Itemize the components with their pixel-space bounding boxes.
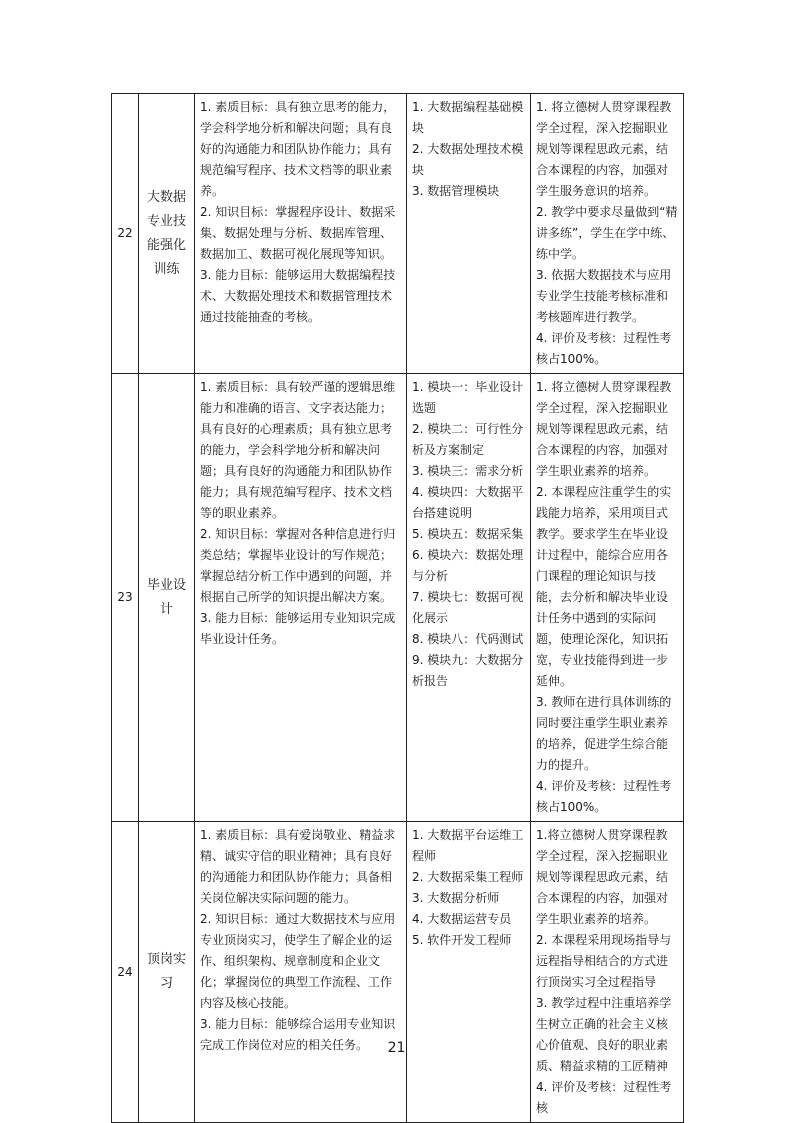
course-modules bbox=[407, 374, 531, 822]
module-item: 4. 大数据运营专员 bbox=[412, 912, 512, 926]
course-modules bbox=[407, 822, 531, 1123]
module-item: 9. 模块九：大数据分析报告 bbox=[412, 653, 524, 688]
table-row bbox=[112, 822, 684, 1123]
objective-item: 1. 素质目标：具有独立思考的能力，学会科学地分析和解决问题；具有良好的沟通能力和团队协作能力；具有规范编写程序、技术文档等的职业素养。 bbox=[200, 100, 396, 198]
requirement-item: 1.将立德树人贯穿课程教学全过程，深入挖掘职业规划等课程思政元素，结合本课程的内容，加强对学生职业素养的培养。 bbox=[536, 828, 669, 926]
page-number: 21 bbox=[387, 1040, 406, 1056]
objective-item: 1. 素质目标：具有较严谨的逻辑思维能力和准确的语言、文字表达能力；具有良好的心理素质；具有独立思考的能力，学会科学地分析和解决问题；具有良好的沟通能力和团队协作能力；具有规范编写程序、技术文档等的职业素养。 bbox=[200, 380, 396, 520]
objective-item: 2. 知识目标：掌握对各种信息进行归类总结；掌握毕业设计的写作规范；掌握总结分析工作中遇到的问题，并根据自己所学的知识提出解决方案。 bbox=[200, 527, 396, 604]
module-item: 2. 大数据采集工程师 bbox=[412, 870, 524, 884]
requirement-item: 2. 本课程应注重学生的实践能力培养，采用项目式教学。要求学生在毕业设计过程中，能综合应用各门课程的理论知识与技能，去分析和解决毕业设计任务中遇到的实际问题，使理论深化，知识拓宽，专业技能得到进一步延伸。 bbox=[536, 485, 672, 688]
course-name: 毕业设计 bbox=[139, 374, 195, 822]
teaching-requirements bbox=[531, 94, 684, 374]
objective-item: 3. 能力目标：能够综合运用专业知识完成工作岗位对应的相关任务。 bbox=[200, 1017, 396, 1052]
course-number: 23 bbox=[112, 374, 139, 822]
objective-item: 3. 能力目标：能够运用专业知识完成毕业设计任务。 bbox=[200, 611, 396, 646]
module-item: 3. 数据管理模块 bbox=[412, 184, 500, 198]
module-item: 5. 模块五：数据采集 bbox=[412, 527, 524, 541]
module-item: 1. 模块一：毕业设计选题 bbox=[412, 380, 524, 415]
course-objectives bbox=[195, 94, 407, 374]
requirement-item: 3. 依据大数据技术与应用专业学生技能考核标准和考核题库进行教学。 bbox=[536, 268, 672, 324]
objective-item: 3. 能力目标：能够运用大数据编程技术、大数据处理技术和数据管理技术通过技能抽查的考核。 bbox=[200, 268, 396, 324]
requirement-item: 1. 将立德树人贯穿课程教学全过程，深入挖掘职业规划等课程思政元素，结合本课程的内容，加强对学生职业素养的培养。 bbox=[536, 380, 672, 478]
course-name: 顶岗实习 bbox=[139, 822, 195, 1123]
module-item: 1. 大数据编程基础模块 bbox=[412, 100, 524, 135]
objective-item: 2. 知识目标：通过大数据技术与应用专业顶岗实习，使学生了解企业的运作、组织架构、规章制度和企业文化；掌握岗位的典型工作流程、工作内容及核心技能。 bbox=[200, 912, 396, 1010]
teaching-requirements bbox=[531, 822, 684, 1123]
module-item: 8. 模块八：代码测试 bbox=[412, 632, 524, 646]
course-number: 22 bbox=[112, 94, 139, 374]
requirement-item: 4. 评价及考核：过程性考核 bbox=[536, 1080, 672, 1115]
module-item: 5. 软件开发工程师 bbox=[412, 933, 512, 947]
requirement-item: 4. 评价及考核：过程性考核占100%。 bbox=[536, 331, 672, 366]
module-item: 1. 大数据平台运维工程师 bbox=[412, 828, 524, 863]
module-item: 6. 模块六：数据处理与分析 bbox=[412, 548, 524, 583]
requirement-item: 2. 教学中要求尽量做到“精讲多练”，学生在学中练、练中学。 bbox=[536, 205, 678, 261]
requirement-item: 2. 本课程采用现场指导与远程指导相结合的方式进行顶岗实习全过程指导 bbox=[536, 933, 672, 989]
teaching-requirements bbox=[531, 374, 684, 822]
module-item: 2. 大数据处理技术模块 bbox=[412, 142, 524, 177]
curriculum-table bbox=[111, 93, 684, 1123]
module-item: 3. 大数据分析师 bbox=[412, 891, 500, 905]
requirement-item: 3. 教师在进行具体训练的同时要注重学生职业素养的培养，促进学生综合能力的提升。 bbox=[536, 695, 672, 772]
requirement-item: 3. 教学过程中注重培养学生树立正确的社会主义核心价值观、良好的职业素质、精益求精的工匠精神 bbox=[536, 996, 672, 1073]
module-item: 7. 模块七：数据可视化展示 bbox=[412, 590, 524, 625]
module-item: 4. 模块四：大数据平台搭建说明 bbox=[412, 485, 524, 520]
table-row bbox=[112, 374, 684, 822]
objective-item: 2. 知识目标：掌握程序设计、数据采集、数据处理与分析、数据库管理、数据加工、数据可视化展现等知识。 bbox=[200, 205, 396, 261]
objective-item: 1. 素质目标：具有爱岗敬业、精益求精、诚实守信的职业精神；具有良好的沟通能力和团队协作能力；具备相关岗位解决实际问题的能力。 bbox=[200, 828, 396, 905]
course-objectives bbox=[195, 374, 407, 822]
course-name: 大数据专业技能强化训练 bbox=[139, 94, 195, 374]
module-item: 3. 模块三：需求分析 bbox=[412, 464, 524, 478]
course-modules bbox=[407, 94, 531, 374]
module-item: 2. 模块二：可行性分析及方案制定 bbox=[412, 422, 524, 457]
table-row bbox=[112, 94, 684, 374]
course-objectives bbox=[195, 822, 407, 1123]
course-number: 24 bbox=[112, 822, 139, 1123]
requirement-item: 4. 评价及考核：过程性考核占100%。 bbox=[536, 779, 672, 814]
requirement-item: 1. 将立德树人贯穿课程教学全过程，深入挖掘职业规划等课程思政元素，结合本课程的内容，加强对学生服务意识的培养。 bbox=[536, 100, 672, 198]
